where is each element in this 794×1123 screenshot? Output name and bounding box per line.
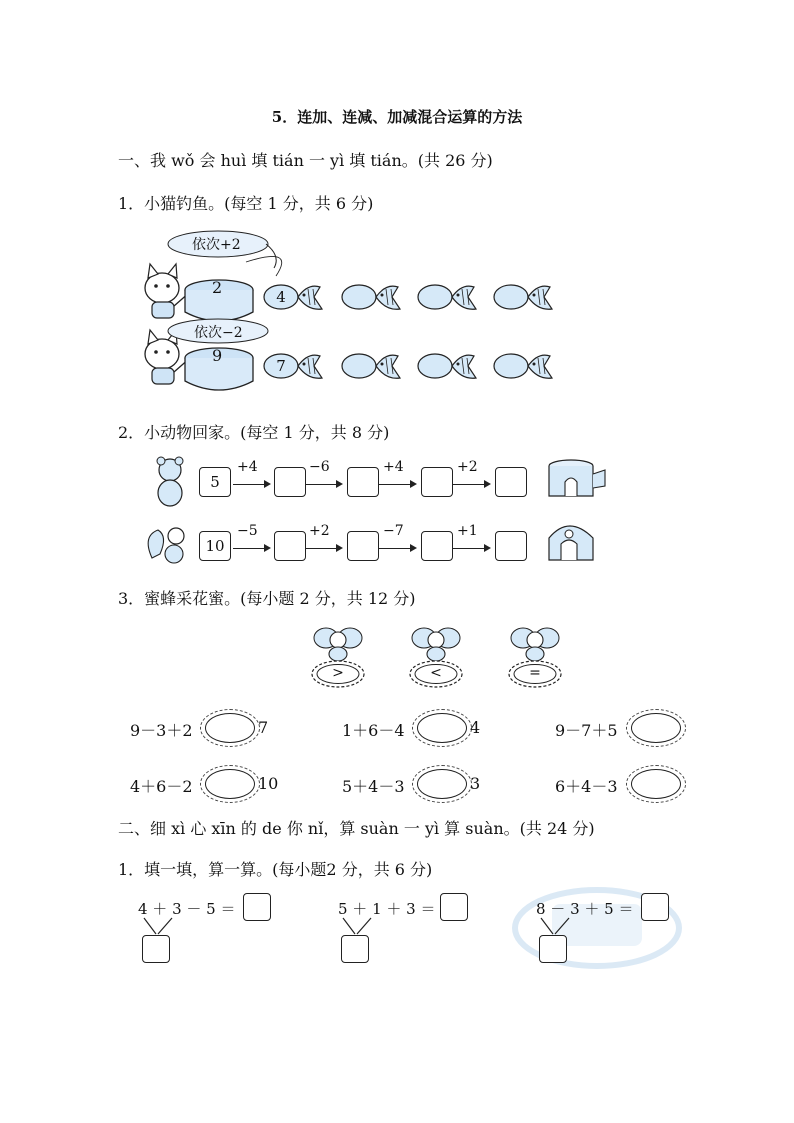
fish-answer[interactable] [494,283,556,311]
part1-heading: 一、我 wǒ 会 huì 填 tián 一 yì 填 tián。(共 26 分) [118,151,493,170]
fishing-scene [136,226,576,401]
operation-label: +4 [383,459,404,475]
answer-box[interactable] [274,531,306,561]
fish-icon [494,283,556,311]
q2-label: 2．小动物回家。(每空 1 分，共 8 分) [118,423,390,442]
arrow [453,548,489,549]
compare-answer-oval[interactable] [631,769,681,799]
tub-number-2: 9 [212,346,223,365]
compare-right-value: 7 [258,718,269,737]
operation-label: +2 [457,459,478,475]
animals-drawing [146,456,196,574]
branch-lines [539,916,579,936]
operation-label: −7 [383,523,404,539]
stump-house-icon [549,460,605,496]
arrow [305,484,341,485]
bee-symbol: = [529,665,541,681]
houses-drawing [545,458,611,570]
arrow [453,484,489,485]
fish-icon [494,352,556,380]
compare-expression: 5＋4－3 [342,777,405,796]
arrow [379,484,415,485]
compare-answer-oval[interactable] [205,769,255,799]
fish-answer[interactable] [418,283,480,311]
fish-answer[interactable] [494,352,556,380]
intermediate-box[interactable] [539,935,567,963]
calc-expression: 5 ＋ 1 ＋ 3 ＝ [338,900,436,918]
fish-icon [342,352,404,380]
squirrel-icon [148,528,184,563]
fish-value: 4 [276,288,286,306]
q1-label: 1．小猫钓鱼。(每空 1 分，共 6 分) [118,194,374,213]
start-number: 5 [199,467,231,497]
fish-answer[interactable] [342,352,404,380]
fish-answer[interactable] [264,352,326,380]
compare-right-value: 4 [470,718,481,737]
answer-box[interactable] [274,467,306,497]
start-number: 10 [199,531,231,561]
answer-box[interactable] [421,531,453,561]
arrow [379,548,415,549]
operation-label: −6 [309,459,330,475]
fish-answer[interactable] [264,283,326,311]
compare-answer-oval[interactable] [417,713,467,743]
tub-number-1: 2 [212,278,223,297]
bee-symbol: > [332,665,344,681]
compare-expression: 6＋4－3 [555,777,618,796]
compare-answer-oval[interactable] [205,713,255,743]
part2-heading: 二、细 xì 心 xīn 的 de 你 nǐ，算 suàn 一 yì 算 suàn。(共 24 分) [118,819,595,838]
rule-label-2: 依次−2 [194,325,243,341]
intermediate-box[interactable] [341,935,369,963]
compare-answer-oval[interactable] [417,769,467,799]
bee-card [406,622,466,688]
intermediate-box[interactable] [142,935,170,963]
result-box[interactable] [243,893,271,921]
fish-icon [342,283,404,311]
bee-card [308,622,368,688]
arrow [305,548,341,549]
arrow [233,484,269,485]
cat-icon [145,264,190,318]
answer-box[interactable] [495,467,527,497]
compare-expression: 9－7＋5 [555,721,618,740]
fish-value: 7 [276,357,286,375]
operation-label: +1 [457,523,478,539]
result-box[interactable] [440,893,468,921]
calc-expression: 4 ＋ 3 － 5 ＝ [138,900,236,918]
compare-expression: 9－3＋2 [130,721,193,740]
operation-label: +2 [309,523,330,539]
bear-icon [157,457,183,506]
answer-box[interactable] [421,467,453,497]
operation-label: +4 [237,459,258,475]
round-house-icon [549,526,593,560]
fish-icon [418,283,480,311]
bee-card [505,622,565,688]
operation-label: −5 [237,523,258,539]
answer-box[interactable] [347,531,379,561]
fish-icon [418,352,480,380]
rule-label-1: 依次+2 [192,237,241,253]
bee-symbol: < [430,665,442,681]
p2-q1-label: 1．填一填，算一算。(每小题2 分，共 6 分) [118,860,433,879]
answer-box[interactable] [347,467,379,497]
q3-label: 3．蜜蜂采花蜜。(每小题 2 分，共 12 分) [118,589,416,608]
fish-answer[interactable] [342,283,404,311]
compare-answer-oval[interactable] [631,713,681,743]
branch-lines [341,916,381,936]
calc-expression: 8 － 3 ＋ 5 ＝ [536,900,634,918]
branch-lines [142,916,182,936]
compare-expression: 1＋6－4 [342,721,405,740]
compare-right-value: 3 [470,774,481,793]
arrow [233,548,269,549]
compare-right-value: 10 [258,774,279,793]
result-box[interactable] [641,893,669,921]
page-title: 5．连加、连减、加减混合运算的方法 [271,108,523,126]
fish-answer[interactable] [418,352,480,380]
compare-expression: 4＋6－2 [130,777,193,796]
answer-box[interactable] [495,531,527,561]
